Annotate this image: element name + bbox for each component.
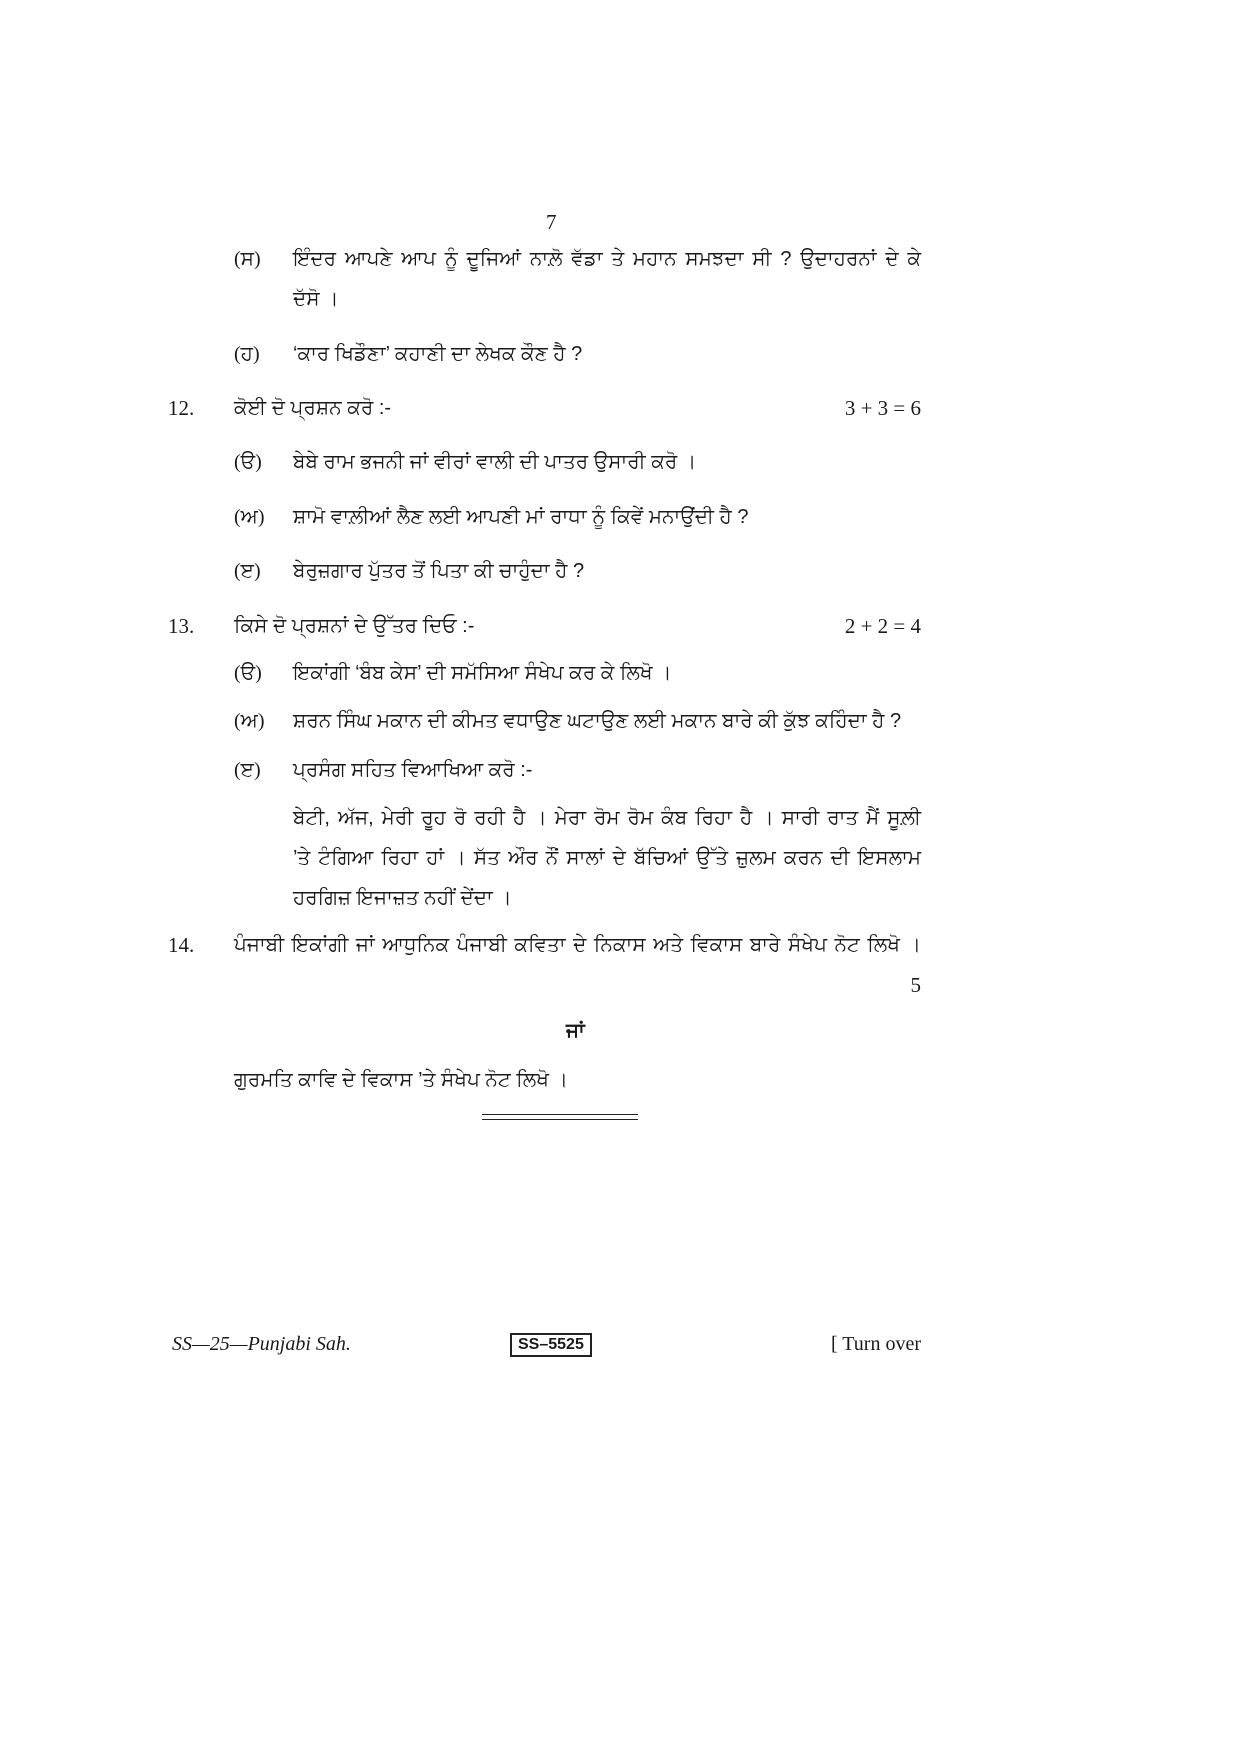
question-text: ਪ੍ਰਸੰਗ ਸਹਿਤ ਵਿਆਖਿਆ ਕਰੋ :-	[293, 759, 533, 781]
question-marks: 3 + 3 = 6	[844, 396, 921, 420]
end-double-rule	[482, 1114, 638, 1120]
item-label: (ਅ)	[234, 710, 265, 732]
or-separator: ਜਾਂ	[566, 1020, 585, 1042]
question-number: 14.	[168, 933, 195, 957]
page-number: 7	[546, 210, 557, 234]
question-text: ਬੇਰੁਜ਼ਗਾਰ ਪੁੱਤਰ ਤੋਂ ਪਿਤਾ ਕੀ ਚਾਹੁੰਦਾ ਹੈ ?	[293, 560, 585, 582]
passage-line: ਬੇਟੀ, ਅੱਜ, ਮੇਰੀ ਰੂਹ ਰੋ ਰਹੀ ਹੈ । ਮੇਰਾ ਰੋਮ ਰੋਮ ਕੰਬ ਰਿਹਾ ਹੈ । ਸਾਰੀ ਰਾਤ ਮੈਂ ਸੂਲ਼ੀ	[293, 807, 921, 829]
question-number: 12.	[168, 396, 195, 420]
item-label: (ਸ)	[234, 248, 261, 270]
question-text: ਗੁਰਮਤਿ ਕਾਵਿ ਦੇ ਵਿਕਾਸ ’ਤੇ ਸੰਖੇਪ ਨੋਟ ਲਿਖੋ ।	[234, 1069, 568, 1091]
question-text: ਇਕਾਂਗੀ ‘ਬੰਬ ਕੇਸ’ ਦੀ ਸਮੱਸਿਆ ਸੰਖੇਪ ਕਰ ਕੇ ਲਿਖੋ ।	[293, 662, 672, 684]
footer-paper-code: SS–5525	[510, 1333, 592, 1357]
question-heading: ਕੋਈ ਦੋ ਪ੍ਰਸ਼ਨ ਕਰੋ :-	[234, 397, 392, 419]
question-text: ਦੱਸੋ ।	[293, 288, 339, 310]
question-marks: 5	[910, 973, 921, 997]
footer-paper-name: SS—25—Punjabi Sah.	[172, 1333, 351, 1355]
footer-turn-over: [ Turn over	[830, 1333, 921, 1355]
question-text: ‘ਕਾਰ ਖਿਡੌਣਾ’ ਕਹਾਣੀ ਦਾ ਲੇਖਕ ਕੌਣ ਹੈ ?	[293, 343, 583, 365]
question-marks: 2 + 2 = 4	[844, 614, 921, 638]
question-heading: ਕਿਸੇ ਦੋ ਪ੍ਰਸ਼ਨਾਂ ਦੇ ਉੱਤਰ ਦਿਓ :-	[234, 615, 475, 637]
question-text: ਇੰਦਰ ਆਪਣੇ ਆਪ ਨੂੰ ਦੂਜਿਆਂ ਨਾਲ਼ੋ ਵੱਡਾ ਤੇ ਮਹਾਨ ਸਮਝਦਾ ਸੀ ? ਉਦਾਹਰਨਾਂ ਦੇ ਕੇ	[293, 248, 921, 270]
question-number: 13.	[168, 614, 195, 638]
question-text: ਸ਼ਰਨ ਸਿੰਘ ਮਕਾਨ ਦੀ ਕੀਮਤ ਵਧਾਉਣ ਘਟਾਉਣ ਲਈ ਮਕਾਨ ਬਾਰੇ ਕੀ ਕੁੱਝ ਕਹਿੰਦਾ ਹੈ ?	[293, 710, 902, 732]
passage-line: ’ਤੇ ਟੰਗਿਆ ਰਿਹਾ ਹਾਂ । ਸੱਤ ਔਰ ਨੌਂ ਸਾਲਾਂ ਦੇ ਬੱਚਿਆਂ ਉੱਤੇ ਜ਼ੁਲਮ ਕਰਨ ਦੀ ਇਸਲਾਮ	[293, 847, 921, 869]
question-text: ਪੰਜਾਬੀ ਇਕਾਂਗੀ ਜਾਂ ਆਧੁਨਿਕ ਪੰਜਾਬੀ ਕਵਿਤਾ ਦੇ ਨਿਕਾਸ ਅਤੇ ਵਿਕਾਸ ਬਾਰੇ ਸੰਖੇਪ ਨੋਟ ਲਿਖੋ ।	[234, 934, 921, 956]
question-text: ਸ਼ਾਮੋ ਵਾਲ਼ੀਆਂ ਲੈਣ ਲਈ ਆਪਣੀ ਮਾਂ ਰਾਧਾ ਨੂੰ ਕਿਵੇਂ ਮਨਾਉਂਦੀ ਹੈ ?	[293, 506, 749, 528]
item-label: (ੲ)	[234, 560, 261, 582]
item-label: (ੲ)	[234, 759, 261, 781]
item-label: (ਅ)	[234, 506, 265, 528]
item-label: (ੳ)	[234, 451, 262, 473]
passage-line: ਹਰਗਿਜ਼ ਇਜਾਜ਼ਤ ਨਹੀਂ ਦੇਂਦਾ ।	[293, 887, 512, 909]
question-text: ਬੇਬੇ ਰਾਮ ਭਜਨੀ ਜਾਂ ਵੀਰਾਂ ਵਾਲੀ ਦੀ ਪਾਤਰ ਉਸਾਰੀ ਕਰੋ ।	[293, 451, 697, 473]
item-label: (ਹ)	[234, 343, 260, 365]
item-label: (ੳ)	[234, 662, 262, 684]
